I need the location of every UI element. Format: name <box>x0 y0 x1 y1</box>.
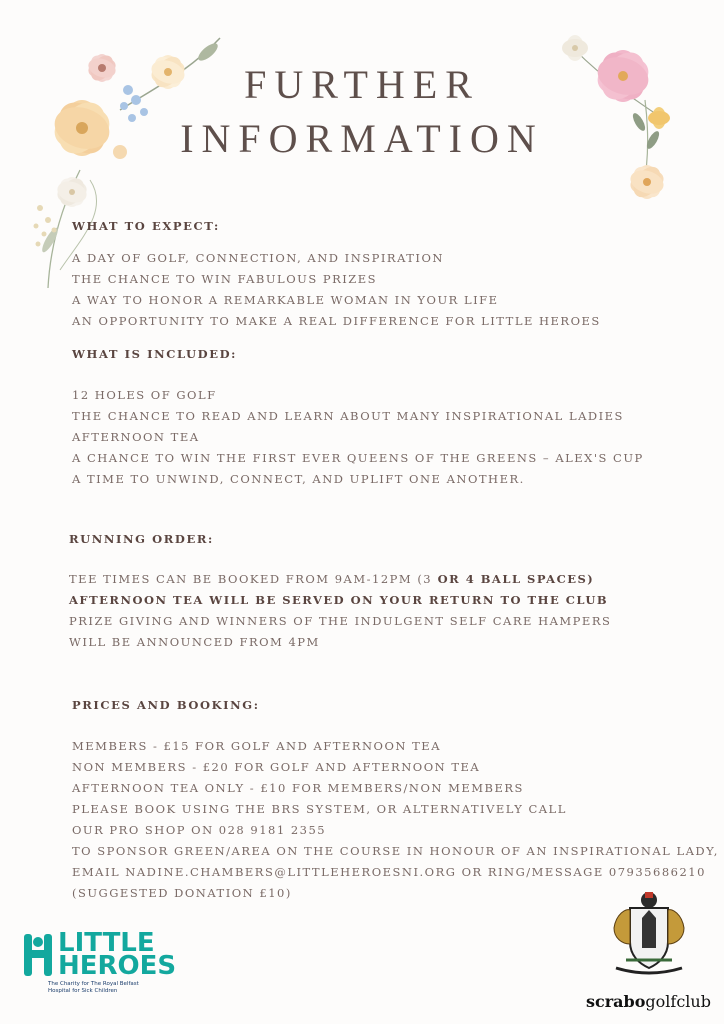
list-item: (SUGGESTED DONATION £10) <box>72 886 292 900</box>
little-heroes-logo <box>22 928 177 994</box>
section-heading-what-to-expect: WHAT TO EXPECT: <box>72 219 220 233</box>
scrabo-crest-icon <box>608 888 690 978</box>
list-item: AN OPPORTUNITY TO MAKE A REAL DIFFERENCE FOR LITTLE HEROES <box>72 314 601 328</box>
little-heroes-figure-icon <box>22 932 54 978</box>
page-title-line2: INFORMATION <box>180 116 544 161</box>
list-item: 12 HOLES OF GOLF <box>72 388 217 402</box>
list-item: THE CHANCE TO WIN FABULOUS PRIZES <box>72 272 378 286</box>
scrabo-wordmark-rest: golfclub <box>645 992 711 1011</box>
section-heading-what-is-included: WHAT IS INCLUDED: <box>72 347 238 361</box>
list-item: AFTERNOON TEA ONLY - £10 FOR MEMBERS/NON MEMBERS <box>72 781 524 795</box>
list-item: A TIME TO UNWIND, CONNECT, AND UPLIFT ONE ANOTHER. <box>72 472 525 486</box>
little-heroes-tagline2: Hospital for Sick Children <box>48 988 118 994</box>
list-item: AFTERNOON TEA WILL BE SERVED ON YOUR RETURN TO THE CLUB <box>69 593 609 607</box>
section-list-running-order <box>69 569 611 653</box>
list-item: MEMBERS - £15 FOR GOLF AND AFTERNOON TEA <box>72 739 441 753</box>
list-item: A CHANCE TO WIN THE FIRST EVER QUEENS OF THE GREENS – ALEX'S CUP <box>72 451 644 465</box>
section-list-prices-and-booking <box>72 736 719 904</box>
list-item: OUR PRO SHOP ON 028 9181 2355 <box>72 823 327 837</box>
scrabo-golf-club-wordmark <box>586 992 711 1011</box>
list-item: PLEASE BOOK USING THE BRS SYSTEM, OR ALTERNATIVELY CALL <box>72 802 567 816</box>
list-item: A WAY TO HONOR A REMARKABLE WOMAN IN YOUR LIFE <box>72 293 499 307</box>
scrabo-wordmark-bold: scrabo <box>586 992 646 1011</box>
tee-times-text: TEE TIMES CAN BE BOOKED FROM 9AM-12PM (3 <box>69 572 433 586</box>
little-heroes-word2: HEROES <box>58 951 177 981</box>
list-item: EMAIL NADINE.CHAMBERS@LITTLEHEROESNI.ORG OR RING/MESSAGE 07935686210 <box>72 865 706 879</box>
list-item: THE CHANCE TO READ AND LEARN ABOUT MANY INSPIRATIONAL LADIES <box>72 409 624 423</box>
section-heading-running-order: RUNNING ORDER: <box>69 532 214 546</box>
section-heading-prices-and-booking: PRICES AND BOOKING: <box>72 698 260 712</box>
section-list-what-to-expect <box>72 248 601 332</box>
list-item: TO SPONSOR GREEN/AREA ON THE COURSE IN HONOUR OF AN INSPIRATIONAL LADY, <box>72 844 719 858</box>
list-item: PRIZE GIVING AND WINNERS OF THE INDULGENT SELF CARE HAMPERS <box>69 614 612 628</box>
list-item <box>69 569 611 590</box>
list-item: A DAY OF GOLF, CONNECTION, AND INSPIRATION <box>72 251 444 265</box>
list-item: NON MEMBERS - £20 FOR GOLF AND AFTERNOON TEA <box>72 760 481 774</box>
ball-spaces-text: OR 4 BALL SPACES) <box>432 572 595 586</box>
list-item: WILL BE ANNOUNCED FROM 4PM <box>69 635 320 649</box>
list-item: AFTERNOON TEA <box>72 430 200 444</box>
page-title-line1: FURTHER <box>244 62 480 107</box>
little-heroes-tagline1: The Charity for The Royal Belfast <box>48 981 139 987</box>
little-heroes-word1: LITTLE <box>58 928 155 958</box>
section-list-what-is-included <box>72 385 644 490</box>
